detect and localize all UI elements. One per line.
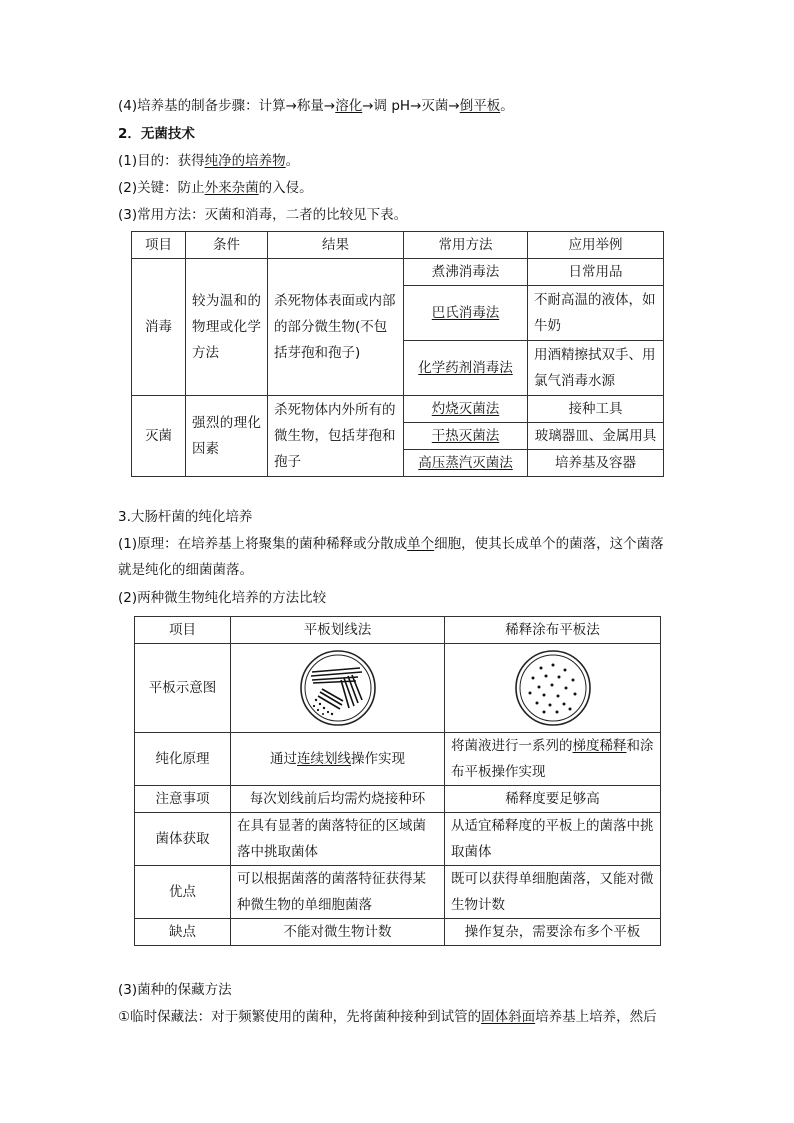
plate-outer-rim — [301, 651, 375, 725]
spread-cell: 稀释度要足够高 — [445, 786, 661, 813]
storage-temp: ①临时保藏法：对于频繁使用的菌种，先将菌种接种到试管的固体斜面培养基上培养，然后 — [118, 1009, 657, 1025]
table-header-cell: 项目 — [135, 617, 231, 644]
row-item-cell: 缺点 — [135, 919, 231, 946]
spread-cell: 既可以获得单细胞菌落，又能对微生物计数 — [445, 866, 661, 919]
aseptic-key: (2)关键：防止外来杂菌的入侵。 — [118, 180, 313, 196]
storage-heading: (3)菌种的保藏方法 — [118, 982, 232, 998]
method-cell: 化学药剂消毒法 — [404, 341, 528, 396]
streak-cell: 可以根据菌落的菌落特征获得某种微生物的单细胞菌落 — [231, 866, 445, 919]
sterilize-item-cell: 灭菌 — [132, 396, 186, 477]
spread-cell: 从适宜稀释度的平板上的菌落中挑取菌体 — [445, 813, 661, 866]
prep-steps-line: (4)培养基的制备步骤：计算→称量→溶化→调 pH→灭菌→倒平板。 — [118, 98, 514, 114]
example-cell: 不耐高温的液体，如牛奶 — [528, 286, 664, 341]
row-item-cell: 菌体获取 — [135, 813, 231, 866]
table-row — [135, 813, 661, 866]
sterilization-comparison-table — [131, 231, 664, 477]
method-cell: 干热灭菌法 — [404, 423, 528, 450]
colony-dots — [528, 664, 576, 714]
sterilize-condition-cell: 强烈的理化因素 — [186, 396, 268, 477]
disinfect-condition-cell: 较为温和的物理或化学方法 — [186, 259, 268, 396]
ecoli-principle-cont: 就是纯化的细菌菌落。 — [118, 562, 253, 578]
plate-inner-rim — [305, 655, 371, 721]
table-header-cell: 常用方法 — [404, 232, 528, 259]
table-header-row — [135, 617, 661, 644]
disinfect-item-cell: 消毒 — [132, 259, 186, 396]
aseptic-methods: (3)常用方法：灭菌和消毒，二者的比较见下表。 — [118, 207, 408, 223]
spread-plate-cell — [445, 644, 661, 733]
diagram-label-cell: 平板示意图 — [135, 644, 231, 733]
row-item-cell: 优点 — [135, 866, 231, 919]
spread-cell: 将菌液进行一系列的梯度稀释和涂布平板操作实现 — [445, 733, 661, 786]
aseptic-purpose: (1)目的：获得纯净的培养物。 — [118, 153, 300, 169]
table-row — [135, 644, 661, 733]
example-cell: 用酒精擦拭双手、用氯气消毒水源 — [528, 341, 664, 396]
ecoli-heading: 3.大肠杆菌的纯化培养 — [118, 509, 253, 525]
streak-cell: 在具有显著的菌落特征的区域菌落中挑取菌体 — [231, 813, 445, 866]
example-cell: 培养基及容器 — [528, 450, 664, 477]
table-row — [132, 396, 664, 423]
example-cell: 日常用品 — [528, 259, 664, 286]
table-header-cell: 条件 — [186, 232, 268, 259]
table-header-cell: 平板划线法 — [231, 617, 445, 644]
streak-lines — [311, 668, 362, 709]
table-header-cell: 结果 — [268, 232, 404, 259]
purification-methods-table — [134, 616, 661, 946]
table-row — [135, 786, 661, 813]
streak-cell: 不能对微生物计数 — [231, 919, 445, 946]
example-cell: 接种工具 — [528, 396, 664, 423]
method-cell: 煮沸消毒法 — [404, 259, 528, 286]
table-row — [135, 866, 661, 919]
method-cell: 高压蒸汽灭菌法 — [404, 450, 528, 477]
streak-plate-diagram — [298, 648, 378, 728]
streak-cell: 通过连续划线操作实现 — [231, 733, 445, 786]
spread-cell: 操作复杂，需要涂布多个平板 — [445, 919, 661, 946]
method-cell: 巴氏消毒法 — [404, 286, 528, 341]
sterilize-result-cell: 杀死物体内外所有的微生物，包括芽孢和孢子 — [268, 396, 404, 477]
plate-outer-rim — [516, 651, 590, 725]
spread-plate-diagram — [513, 648, 593, 728]
table-header-cell: 项目 — [132, 232, 186, 259]
table-row — [135, 733, 661, 786]
example-cell: 玻璃器皿、金属用具 — [528, 423, 664, 450]
table-header-cell: 应用举例 — [528, 232, 664, 259]
method-cell: 灼烧灭菌法 — [404, 396, 528, 423]
row-item-cell: 纯化原理 — [135, 733, 231, 786]
table-row — [135, 919, 661, 946]
streak-plate-cell — [231, 644, 445, 733]
row-item-cell: 注意事项 — [135, 786, 231, 813]
ecoli-principle: (1)原理：在培养基上将聚集的菌种稀释或分散成单个细胞，使其长成单个的菌落，这个菌落 — [118, 536, 664, 552]
ecoli-compare: (2)两种微生物纯化培养的方法比较 — [118, 590, 327, 606]
disinfect-result-cell: 杀死物体表面或内部的部分微生物(不包括芽孢和孢子) — [268, 259, 404, 396]
streak-cell: 每次划线前后均需灼烧接种环 — [231, 786, 445, 813]
table-row — [132, 259, 664, 286]
table-header-cell: 稀释涂布平板法 — [445, 617, 661, 644]
table-header-row — [132, 232, 664, 259]
aseptic-heading: 2．无菌技术 — [118, 126, 195, 142]
